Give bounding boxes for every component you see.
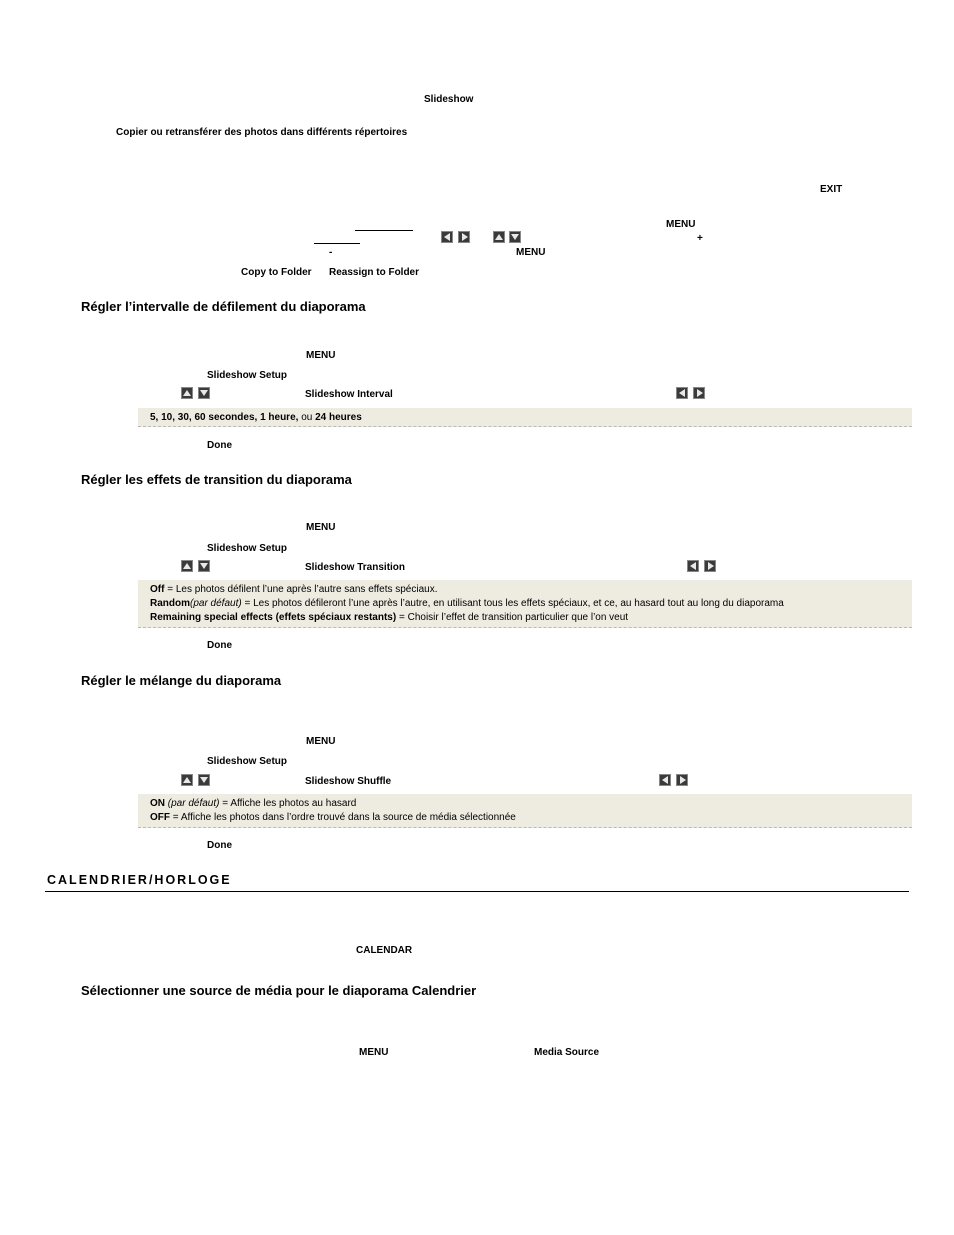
calendar-section-title: CALENDRIER/HORLOGE — [47, 873, 232, 887]
left-arrow-icon — [659, 774, 671, 786]
section-divider — [45, 891, 909, 892]
slideshow-setup-option: Slideshow Setup — [207, 370, 288, 381]
copy-photos-heading: Copier ou retransférer des photos dans différents répertoires — [116, 127, 408, 138]
shuffle-options-box — [138, 794, 912, 828]
transition-options-box — [138, 580, 912, 628]
done-option: Done — [207, 440, 232, 451]
random-desc: = Les photos défileront l’une après l’autre, en utilisant tous les effets spéciaux, et ce, au hasard tout au long du diaporama — [241, 598, 784, 609]
off-term: OFF — [150, 812, 170, 823]
interval-values: 5, 10, 30, 60 secondes, 1 heure, — [150, 412, 299, 423]
left-arrow-icon — [441, 231, 453, 243]
up-arrow-icon — [181, 560, 193, 572]
right-arrow-icon — [676, 774, 688, 786]
interval-24h: 24 heures — [315, 412, 362, 423]
underline-rule — [355, 230, 413, 231]
remaining-term: Remaining special effects (effets spéciaux restants) — [150, 612, 397, 623]
shuffle-heading: Régler le mélange du diaporama — [81, 673, 282, 688]
random-default: (par défaut) — [190, 598, 242, 609]
slideshow-setup-option: Slideshow Setup — [207, 756, 288, 767]
slideshow-shuffle-option: Slideshow Shuffle — [305, 776, 392, 787]
exit-key-label: EXIT — [820, 184, 843, 195]
right-arrow-icon — [458, 231, 470, 243]
off-desc: = Les photos défilent l’une après l’autre sans effets spéciaux. — [164, 584, 438, 595]
done-option: Done — [207, 840, 232, 851]
on-desc: = Affiche les photos au hasard — [219, 798, 357, 809]
menu-key-label: MENU — [306, 522, 336, 533]
interval-values-box — [138, 408, 912, 427]
on-default: (par défaut) — [165, 798, 220, 809]
calendar-key-label: CALENDAR — [356, 945, 413, 956]
menu-key-label: MENU — [306, 736, 336, 747]
down-arrow-icon — [198, 387, 210, 399]
menu-key-label: MENU — [359, 1047, 389, 1058]
menu-key-label: MENU — [666, 219, 696, 230]
copy-to-folder-option: Copy to Folder — [241, 267, 312, 278]
menu-key-label: MENU — [516, 247, 546, 258]
off-term: Off — [150, 584, 165, 595]
media-source-option: Media Source — [534, 1047, 600, 1058]
done-option: Done — [207, 640, 232, 651]
left-arrow-icon — [687, 560, 699, 572]
underline-rule — [314, 243, 360, 244]
random-term: Random — [150, 598, 190, 609]
slideshow-setup-option: Slideshow Setup — [207, 543, 288, 554]
up-arrow-icon — [181, 387, 193, 399]
minus-key-label: - — [329, 247, 333, 258]
down-arrow-icon — [198, 774, 210, 786]
left-arrow-icon — [676, 387, 688, 399]
media-source-heading: Sélectionner une source de média pour le diaporama Calendrier — [81, 983, 477, 998]
remaining-desc: = Choisir l’effet de transition particulier que l’on veut — [396, 612, 629, 623]
down-arrow-icon — [198, 560, 210, 572]
menu-key-label: MENU — [306, 350, 336, 361]
reassign-to-folder-option: Reassign to Folder — [329, 267, 420, 278]
right-arrow-icon — [693, 387, 705, 399]
interval-or: ou — [298, 412, 316, 423]
off-desc: = Affiche les photos dans l’ordre trouvé dans la source de média sélectionnée — [170, 812, 516, 823]
up-arrow-icon — [493, 231, 505, 243]
interval-heading: Régler l’intervalle de défilement du diaporama — [81, 299, 366, 314]
down-arrow-icon — [509, 231, 521, 243]
slideshow-transition-option: Slideshow Transition — [305, 562, 406, 573]
on-term: ON — [150, 798, 165, 809]
up-arrow-icon — [181, 774, 193, 786]
slideshow-interval-option: Slideshow Interval — [305, 389, 393, 400]
slideshow-label: Slideshow — [424, 94, 474, 105]
transition-heading: Régler les effets de transition du diaporama — [81, 472, 352, 487]
plus-key-label: + — [697, 233, 703, 244]
right-arrow-icon — [704, 560, 716, 572]
